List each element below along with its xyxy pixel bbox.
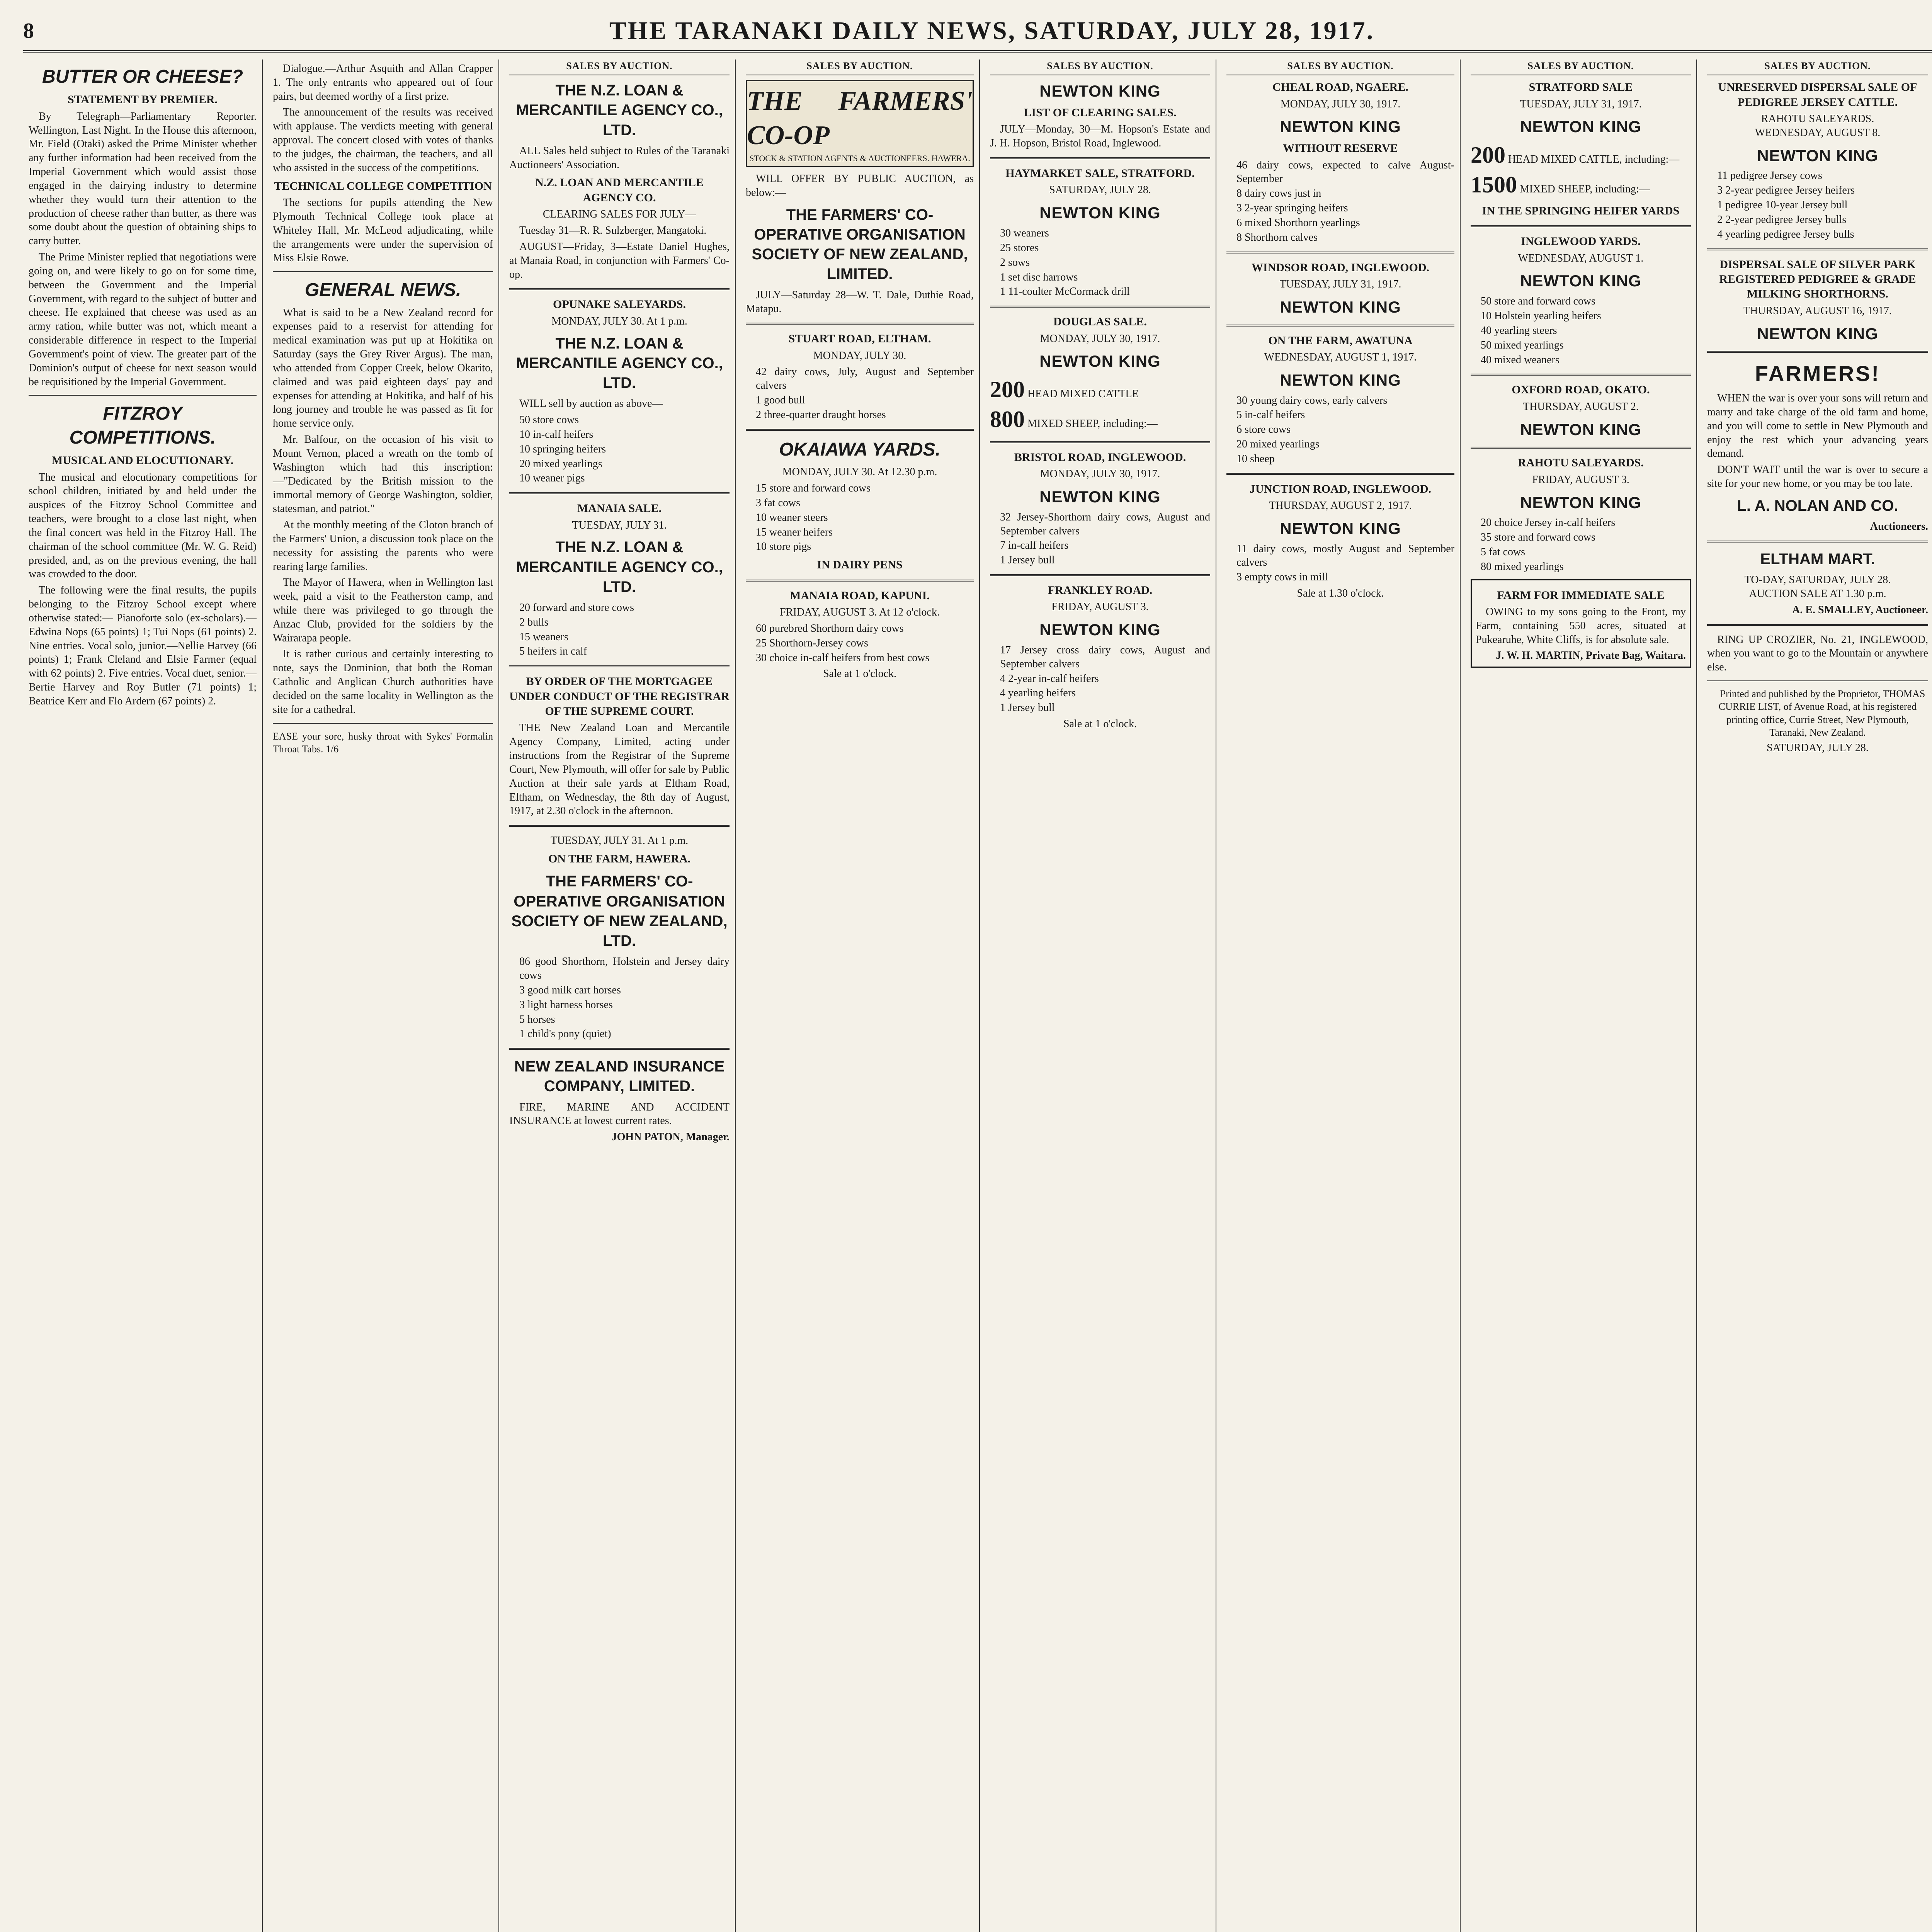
sale-location: MANAIA ROAD, KAPUNI. [790, 589, 930, 602]
sale-location: INGLEWOOD YARDS. [1521, 235, 1641, 248]
sale-time: Sale at 1 o'clock. [1063, 718, 1137, 730]
ad-text: ALL Sales held subject to Rules of the Taranaki Auctioneers' Association. [509, 145, 730, 171]
sale-date: MONDAY, JULY 30, 1917. [1040, 332, 1160, 345]
stock-list [1236, 158, 1454, 245]
throat-tabs-ad: EASE your sore, husky throat with Sykes' Formalin Throat Tabs. 1/6 [273, 730, 493, 755]
list-item: 5 heifers in calf [519, 645, 587, 658]
list-item: 40 mixed weaners [1481, 354, 1560, 366]
stock-list [1481, 294, 1691, 367]
list-item: 5 fat cows [1481, 546, 1526, 558]
ad-text: Tuesday 31—R. R. Sulzberger, Mangatoki. [519, 224, 707, 237]
sale-location: DOUGLAS SALE. [1053, 315, 1147, 328]
list-item: 2 2-year pedigree Jersey bulls [1717, 213, 1847, 226]
stock-list [1000, 226, 1210, 299]
farmers-headline: FARMERS! [1755, 361, 1881, 386]
advertiser-name: NEWTON KING [1280, 298, 1401, 316]
headline-butter-cheese: BUTTER OR CHEESE? [42, 66, 243, 87]
stock-list [756, 365, 974, 422]
sale-date: TUESDAY, JULY 31, 1917. [1279, 278, 1401, 290]
sale-date: TUESDAY, JULY 31. [572, 519, 667, 531]
sale-time: Sale at 1 o'clock. [823, 668, 897, 680]
sale-date: WEDNESDAY, AUGUST 1. [1518, 252, 1644, 264]
advertiser-name: NEWTON KING [1039, 82, 1161, 100]
sale-location: CHEAL ROAD, NGAERE. [1272, 81, 1408, 94]
ad-text: FIRE, MARINE AND ACCIDENT INSURANCE at lowest current rates. [509, 1101, 730, 1127]
sale-location: OXFORD ROAD, OKATO. [1512, 383, 1650, 396]
head-count: 200 [1471, 142, 1505, 168]
sale-date: WEDNESDAY, AUGUST 1, 1917. [1264, 351, 1417, 363]
advertiser-name: NEW ZEALAND INSURANCE COMPANY, LIMITED. [514, 1058, 725, 1095]
stock-list [756, 622, 974, 665]
sale-date: THURSDAY, AUGUST 16, 1917. [1743, 304, 1892, 317]
list-item: 30 choice in-calf heifers from best cows [756, 651, 930, 664]
list-item: 1 good bull [756, 394, 805, 406]
sale-location: MANAIA SALE. [577, 502, 662, 515]
reserve-note: WITHOUT RESERVE [1283, 142, 1398, 155]
publisher-imprint: Printed and published by the Proprietor, THOMAS CURRIE LIST, of Avenue Road, at his registered printing office, Currie Street, New Plymouth, Taranaki, New Zealand. [1718, 688, 1925, 738]
ad-subhead: IN DAIRY PENS [817, 558, 903, 571]
signature: JOHN PATON, Manager. [611, 1131, 730, 1143]
list-item: 15 store and forward cows [756, 482, 871, 495]
sale-date: FRIDAY, AUGUST 3. [1051, 601, 1149, 613]
logo-subtext: STOCK & STATION AGENTS & AUCTIONEERS. HAWERA. [749, 153, 970, 163]
article-paragraph: At the monthly meeting of the Cloton branch of the Farmers' Union, a discussion took place on the necessity for assisting the parents who were rearing large families. [273, 519, 493, 573]
ad-subhead: IN THE SPRINGING HEIFER YARDS [1482, 204, 1680, 217]
advertiser-name: NEWTON KING [1039, 352, 1161, 371]
stock-list [1236, 394, 1454, 466]
ad-text: OWING to my sons going to the Front, my Farm, containing 550 acres, situated at Pukearuhe, White Cliffs, is for absolute sale. [1476, 605, 1686, 646]
stock-list [1717, 169, 1928, 241]
ad-text: JULY—Saturday 28—W. T. Dale, Duthie Road, Matapu. [746, 289, 974, 315]
list-item: 15 weaners [519, 631, 568, 643]
column-3 [504, 60, 736, 1932]
article-paragraph: The announcement of the results was received with applause. The verdicts meeting with general approval. The concert closed with votes of thanks to the judges, the chairman, the teachers, and all who assisted in the success of the competitions. [273, 106, 493, 174]
ad-text: MIXED SHEEP, including:— [1520, 183, 1650, 196]
list-item: 60 purebred Shorthorn dairy cows [756, 622, 904, 634]
advertiser-name: NEWTON KING [1280, 371, 1401, 389]
list-item: 30 weaners [1000, 227, 1049, 240]
stock-list [1000, 510, 1210, 567]
stock-list [1481, 516, 1691, 573]
list-item: 3 good milk cart horses [519, 984, 621, 996]
article-paragraph: Dialogue.—Arthur Asquith and Allan Crapper 1. The only entrants who appeared out of four pairs, but deemed worthy of a first prize. [273, 63, 493, 102]
advertiser-name: NEWTON KING [1280, 117, 1401, 136]
list-item: 42 dairy cows, July, August and September calvers [756, 366, 974, 392]
column-1 [23, 60, 263, 1932]
stock-list [519, 955, 730, 1041]
column-6 [1221, 60, 1461, 1932]
sale-location: ELTHAM MART. [1760, 550, 1875, 568]
sale-location: RAHOTU SALEYARDS. [1518, 456, 1644, 469]
sale-location: STRATFORD SALE [1529, 81, 1633, 94]
subhead-technical: TECHNICAL COLLEGE COMPETITION [274, 179, 492, 192]
list-item: 5 in-calf heifers [1236, 409, 1305, 421]
advertiser-name: L. A. NOLAN AND CO. [1737, 497, 1898, 514]
list-item: 1 set disc harrows [1000, 271, 1078, 283]
list-item: 20 mixed yearlings [1236, 438, 1320, 451]
column-2 [267, 60, 499, 1932]
ad-text: MIXED SHEEP, including:— [1027, 417, 1158, 430]
headline-general-news: GENERAL NEWS. [304, 280, 461, 301]
sale-location: HAYMARKET SALE, STRATFORD. [1005, 167, 1195, 180]
article-paragraph: Mr. Balfour, on the occasion of his visit to Mount Vernon, placed a wreath on the tomb of Washington which had this inscription:—"Dedicated by the British mission to the immortal memory of George Washington, soldier, statesman, and patriot." [273, 434, 493, 515]
list-item: 50 store and forward cows [1481, 295, 1596, 308]
ad-text: WILL OFFER BY PUBLIC AUCTION, as below:— [746, 173, 974, 199]
list-item: 4 yearling pedigree Jersey bulls [1717, 228, 1854, 240]
list-item: 17 Jersey cross dairy cows, August and September calvers [1000, 644, 1210, 670]
list-item: 86 good Shorthorn, Holstein and Jersey dairy cows [519, 956, 730, 982]
article-paragraph: The musical and elocutionary competitions for school children, initiated by and held under the auspices of the Fitzroy School Committee and teachers, were brought to a close last night, when the final concert was held in the Fitzroy Hall. The chairman of the school committee (Mr. W. G. Reid) presided, and, as on the previous evening, the hall was crowded to the door. [29, 471, 257, 580]
list-item: 4 yearling heifers [1000, 687, 1076, 699]
ad-text: WILL sell by auction as above— [519, 398, 663, 410]
list-item: 6 store cows [1236, 423, 1291, 436]
ad-text: DON'T WAIT until the war is over to secure a site for your new home, or you may be too late. [1707, 464, 1928, 490]
list-item: 2 three-quarter draught horses [756, 409, 886, 421]
article-paragraph: By Telegraph—Parliamentary Reporter. Wellington, Last Night. In the House this afternoon, Mr. Field (Otaki) asked the Prime Minister whether any further information had been received from the Imperial Government which would assist those engaged in the dairying industry to determine whether they would turn their attention to the production of cheese rather than butter, as there was some doubt about the question of obtaining ships to carry butter. [29, 110, 257, 247]
article-paragraph: The following were the final results, the pupils belonging to the Fitzroy School except where otherwise stated:— Pianoforte solo (ex-scholars).—Edwina Nops (65 points) 1; Tui Nops (61 points) 2. Nine entries. Vocal solo, junior.—Nellie Harvey (66 points) 1; Frank Cleland and Elsie Farmer (equal with 62 points) 2. Five entries. Vocal duet, senior.—Bertie Harvey and Roy Butler (71 points) 1; Beatrice Kerr and Flo Ardern (67 points) 2. [29, 584, 257, 707]
sale-location: BRISTOL ROAD, INGLEWOOD. [1014, 451, 1186, 464]
list-item: 15 weaner heifers [756, 526, 833, 538]
list-item: 1 child's pony (quiet) [519, 1028, 611, 1040]
list-item: 8 dairy cows just in [1236, 187, 1321, 200]
list-item: 20 forward and store cows [519, 601, 634, 614]
stock-list [756, 481, 974, 554]
list-item: 32 Jersey-Shorthorn dairy cows, August and September calvers [1000, 511, 1210, 537]
column-header: SALES BY AUCTION. [1707, 60, 1928, 75]
head-count: 200 [990, 377, 1025, 403]
ad-subhead: CLEARING SALES FOR JULY— [543, 208, 696, 221]
ad-subhead: FARM FOR IMMEDIATE SALE [1497, 588, 1665, 602]
stock-list [519, 601, 730, 658]
stock-list [1000, 643, 1210, 715]
list-item: 10 weaner pigs [519, 472, 585, 485]
list-item: 35 store and forward cows [1481, 531, 1596, 544]
sale-location: WINDSOR ROAD, INGLEWOOD. [1251, 261, 1430, 274]
sale-time: AUCTION SALE AT 1.30 p.m. [1749, 587, 1886, 600]
article-paragraph: What is said to be a New Zealand record for expenses paid to a reservist for attending for medical examination was put up at Hokitika on Saturday (says the Grey River Argus). The man, who attended from Copper Creek, below Okarito, claimed and was paid eighteen days' pay and expenses for attending at Hokitika, and half of his long journey and trouble he was passed as fit for home service only. [273, 306, 493, 430]
list-item: 4 2-year in-calf heifers [1000, 672, 1099, 685]
page-title: THE TARANAKI DAILY NEWS, SATURDAY, JULY 28, 1917. [609, 17, 1375, 45]
signature: Auctioneers. [1870, 520, 1928, 532]
ad-text: HEAD MIXED CATTLE [1027, 388, 1139, 400]
list-item: 10 sheep [1236, 452, 1275, 465]
headline-fitzroy: FITZROY COMPETITIONS. [69, 403, 216, 448]
sale-location: ON THE FARM, AWATUNA [1268, 334, 1413, 347]
ad-subhead: UNRESERVED DISPERSAL SALE OF PEDIGREE JERSEY CATTLE. [1718, 81, 1917, 109]
list-item: 2 bulls [519, 616, 549, 628]
column-header: SALES BY AUCTION. [746, 60, 974, 75]
list-item: 1 11-coulter McCormack drill [1000, 286, 1130, 298]
sale-date: MONDAY, JULY 30. At 1 p.m. [551, 315, 687, 327]
ad-text: HEAD MIXED CATTLE, including:— [1508, 153, 1680, 166]
list-item: 3 2-year springing heifers [1236, 202, 1348, 214]
list-item: 3 empty cows in mill [1236, 571, 1328, 583]
list-item: 3 light harness horses [519, 998, 613, 1011]
sale-location: STUART ROAD, ELTHAM. [788, 332, 931, 345]
advertiser-name: THE FARMERS' CO-OPERATIVE ORGANISATION SOCIETY OF NEW ZEALAND, LTD. [511, 873, 728, 949]
list-item: 20 mixed yearlings [519, 457, 602, 470]
signature: A. E. SMALLEY, Auctioneer. [1792, 604, 1928, 616]
sale-location: JUNCTION ROAD, INGLEWOOD. [1249, 482, 1432, 495]
list-item: 10 in-calf heifers [519, 428, 594, 440]
advertiser-name: NEWTON KING [1520, 493, 1641, 512]
sale-date: FRIDAY, AUGUST 3. At 12 o'clock. [780, 606, 940, 619]
sale-date: TO-DAY, SATURDAY, JULY 28. [1744, 574, 1891, 586]
sale-date: FRIDAY, AUGUST 3. [1532, 473, 1629, 486]
ad-subhead: N.Z. LOAN AND MERCANTILE AGENCY CO. [535, 176, 704, 204]
column-header: SALES BY AUCTION. [1226, 60, 1454, 75]
sale-date: MONDAY, JULY 30, 1917. [1280, 98, 1401, 110]
column-4 [740, 60, 980, 1932]
list-item: 50 mixed yearlings [1481, 339, 1564, 351]
column-header: SALES BY AUCTION. [990, 60, 1210, 75]
signature: J. W. H. MARTIN, Private Bag, Waitara. [1496, 650, 1686, 662]
list-item: 6 mixed Shorthorn yearlings [1236, 216, 1360, 229]
head-count: 1500 [1471, 172, 1517, 198]
logo-text: THE FARMERS' CO-OP [747, 86, 973, 151]
ad-subhead: LIST OF CLEARING SALES. [1024, 106, 1177, 119]
sale-date: TUESDAY, JULY 31. At 1 p.m. [550, 835, 689, 847]
list-item: 1 Jersey bull [1000, 702, 1055, 714]
head-count: 800 [990, 406, 1025, 432]
column-header: SALES BY AUCTION. [509, 60, 730, 75]
ad-text: WHEN the war is over your sons will return and marry and take charge of the old farm and home, and you will come to settle in New Plymouth and enjoy the rest which your advancing years demand. [1707, 392, 1928, 460]
advertiser-name: NEWTON KING [1039, 204, 1161, 222]
column-header: SALES BY AUCTION. [1471, 60, 1691, 75]
advertiser-name: NEWTON KING [1520, 272, 1641, 290]
sale-date: THURSDAY, AUGUST 2. [1523, 400, 1639, 413]
advertiser-name: THE N.Z. LOAN & MERCANTILE AGENCY CO., LTD. [516, 539, 723, 595]
list-item: 11 dairy cows, mostly August and September calvers [1236, 543, 1454, 569]
ad-text: AUGUST—Friday, 3—Estate Daniel Hughes, at Manaia Road, in conjunction with Farmers' Co-op. [509, 240, 730, 281]
subhead-musical: MUSICAL AND ELOCUTIONARY. [51, 454, 234, 467]
advertiser-name: NEWTON KING [1280, 519, 1401, 537]
list-item: 7 in-calf heifers [1000, 539, 1069, 552]
list-item: 25 stores [1000, 242, 1039, 254]
article-paragraph: The Mayor of Hawera, when in Wellington last week, paid a visit to the Featherston camp, and while there was privileged to go through the Anzac Club, provided for the soldiers by the Wairarapa people. [273, 577, 493, 644]
list-item: 30 young dairy cows, early calvers [1236, 394, 1388, 406]
advertiser-name: NEWTON KING [1520, 420, 1641, 439]
list-item: 46 dairy cows, expected to calve August-September [1236, 159, 1454, 185]
list-item: 1 Jersey bull [1000, 554, 1055, 566]
ad-text: THE New Zealand Loan and Mercantile Agency Company, Limited, acting under instructions from the Registrar of the Supreme Court, New Plymouth, will offer for sale by Public Auction at their sale yards at Eltham Road, Eltham, on Wednesday, the 8th day of August, 1917, at 2.30 o'clock in the afternoon. [509, 722, 730, 817]
sale-location: OPUNAKE SALEYARDS. [553, 298, 686, 311]
list-item: 3 2-year pedigree Jersey heifers [1717, 184, 1855, 197]
sale-location: FRANKLEY ROAD. [1048, 584, 1153, 597]
publish-date: SATURDAY, JULY 28. [1767, 742, 1869, 754]
advertiser-name: THE FARMERS' CO-OPERATIVE ORGANISATION SOCIETY OF NEW ZEALAND, LIMITED. [752, 206, 968, 283]
list-item: 1 pedigree 10-year Jersey bull [1717, 199, 1848, 211]
page-number: 8 [23, 19, 34, 43]
sale-location: RAHOTU SALEYARDS. [1761, 113, 1874, 125]
advertiser-name: NEWTON KING [1039, 487, 1161, 506]
stock-list [519, 413, 730, 485]
article-paragraph: It is rather curious and certainly interesting to note, says the Dominion, that both the Roman Catholic and Anglican Church authorities have decided on the same locality in Wellington as the site for a cathedral. [273, 648, 493, 716]
ad-subhead: BY ORDER OF THE MORTGAGEE UNDER CONDUCT OF THE REGISTRAR OF THE SUPREME COURT. [509, 675, 730, 718]
list-item: 5 horses [519, 1013, 555, 1026]
advertiser-name: NEWTON KING [1039, 621, 1161, 639]
sale-location: ON THE FARM, HAWERA. [548, 852, 691, 866]
list-item: 10 Holstein yearling heifers [1481, 310, 1601, 322]
list-item: 20 choice Jersey in-calf heifers [1481, 517, 1616, 529]
ad-text: JULY—Monday, 30—M. Hopson's Estate and J. H. Hopson, Bristol Road, Inglewood. [990, 123, 1210, 150]
column-5 [985, 60, 1216, 1932]
ad-subhead: DISPERSAL SALE OF SILVER PARK REGISTERED PEDIGREE & GRADE MILKING SHORTHORNS. [1719, 258, 1916, 301]
list-item: 80 mixed yearlings [1481, 560, 1564, 573]
sale-date: MONDAY, JULY 30, 1917. [1040, 468, 1160, 480]
list-item: 50 store cows [519, 414, 579, 426]
list-item: 10 springing heifers [519, 443, 606, 455]
column-7 [1465, 60, 1697, 1932]
sale-date: THURSDAY, AUGUST 2, 1917. [1269, 500, 1412, 512]
advertiser-name: THE N.Z. LOAN & MERCANTILE AGENCY CO., LTD. [516, 335, 723, 391]
list-item: 2 sows [1000, 256, 1030, 269]
advertiser-name: NEWTON KING [1757, 324, 1878, 343]
advertiser-name: THE N.Z. LOAN & MERCANTILE AGENCY CO., LTD. [516, 82, 723, 139]
subhead-premier: STATEMENT BY PREMIER. [67, 93, 218, 106]
ad-text: RING UP CROZIER, No. 21, INGLEWOOD, when you want to go to the Mountain or anywhere else. [1707, 633, 1928, 673]
farm-sale-box [1471, 579, 1691, 668]
sale-date: WEDNESDAY, AUGUST 8. [1755, 126, 1881, 139]
article-paragraph: The sections for pupils attending the New Plymouth Technical College took place at Whiteley Hall, Mr. McLeod adjudicating, while the arrangements were under the supervision of Miss Elsie Rowe. [273, 197, 493, 264]
sale-date: MONDAY, JULY 30. At 12.30 p.m. [782, 466, 937, 478]
farmers-coop-logo [746, 80, 974, 167]
list-item: 25 Shorthorn-Jersey cows [756, 637, 868, 649]
list-item: 40 yearling steers [1481, 324, 1557, 337]
advertiser-name: NEWTON KING [1520, 117, 1641, 136]
list-item: 3 fat cows [756, 497, 801, 509]
sale-time: Sale at 1.30 o'clock. [1297, 587, 1384, 600]
list-item: 10 store pigs [756, 541, 811, 553]
list-item: 11 pedigree Jersey cows [1717, 170, 1822, 182]
list-item: 10 weaner steers [756, 511, 828, 524]
advertiser-name: NEWTON KING [1757, 146, 1878, 165]
list-item: 8 Shorthorn calves [1236, 231, 1318, 243]
sale-date: TUESDAY, JULY 31, 1917. [1520, 98, 1642, 110]
sale-date: SATURDAY, JULY 28. [1049, 184, 1151, 196]
article-paragraph: The Prime Minister replied that negotiations were going on, and were likely to go on for some time, between the Government and the Imperial Government, with regard to the subject of butter and cheese. He explained that cheese was used as an army ration, while butter was not, which meant a considerable difference in respect to the Imperial Government's point of view. The greater part of the Dominion's output of cheese for next season would be requisitioned by the Imperial Government. [29, 251, 257, 388]
masthead [23, 15, 1932, 53]
sale-location: OKAIAWA YARDS. [779, 439, 940, 460]
sale-date: MONDAY, JULY 30. [813, 349, 906, 362]
column-8 [1702, 60, 1932, 1932]
stock-list [1236, 542, 1454, 584]
